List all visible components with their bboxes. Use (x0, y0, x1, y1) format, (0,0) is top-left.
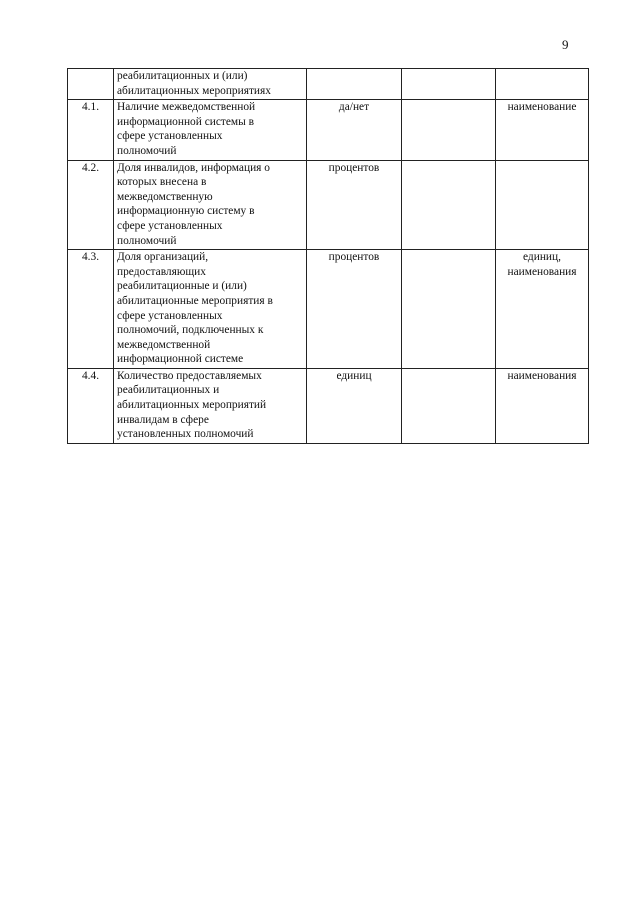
indicators-table (67, 68, 589, 444)
indicator-name-line: предоставляющих (117, 265, 206, 278)
row-number: 4.1. (68, 100, 114, 160)
extra-cell (496, 160, 589, 250)
table-row (68, 368, 589, 443)
indicator-name (114, 69, 307, 100)
indicator-name-line: абилитационные мероприятия в (117, 294, 273, 307)
indicator-name-line: информационной системе (117, 353, 244, 366)
extra-cell (496, 69, 589, 100)
indicator-name-line: установленных полномочий (117, 428, 254, 441)
indicator-name-line: Доля организаций, (117, 251, 209, 264)
indicator-name-line: реабилитационных и (или) (117, 70, 248, 82)
indicator-name (114, 368, 307, 443)
value-cell (402, 160, 496, 250)
indicator-name-line: полномочий (117, 234, 177, 247)
indicator-name-line: сфере установленных (117, 130, 223, 143)
indicator-name-line: сфере установленных (117, 219, 223, 232)
table-row (68, 160, 589, 250)
unit-cell: единиц (307, 368, 402, 443)
unit-cell: да/нет (307, 100, 402, 160)
indicator-name-line: межведомственной (117, 338, 211, 351)
indicator-name-line: полномочий, подключенных к (117, 324, 264, 337)
indicator-name-line: сфере установленных (117, 309, 223, 322)
row-number (68, 69, 114, 100)
indicator-name (114, 100, 307, 160)
extra-cell-line: наименование (507, 101, 577, 114)
value-cell (402, 368, 496, 443)
value-cell (402, 100, 496, 160)
value-cell (402, 69, 496, 100)
table-row (68, 69, 589, 100)
extra-cell-line: наименования (507, 265, 577, 278)
row-number: 4.4. (68, 368, 114, 443)
indicator-name-line: информационной системы в (117, 115, 255, 128)
table-row (68, 250, 589, 369)
extra-cell (496, 250, 589, 369)
table-row (68, 100, 589, 160)
row-number: 4.2. (68, 160, 114, 250)
unit-cell: процентов (307, 250, 402, 369)
extra-cell-line: наименования (507, 369, 577, 382)
indicators-table-body (68, 69, 589, 444)
value-cell (402, 250, 496, 369)
indicator-name-line: абилитационных мероприятий (117, 399, 267, 412)
indicator-name-line: инвалидам в сфере (117, 413, 209, 426)
indicator-name-line: межведомственную (117, 190, 213, 203)
indicator-name (114, 250, 307, 369)
indicator-name-line: полномочий (117, 144, 177, 157)
indicator-name-line: абилитационных мероприятиях (117, 84, 271, 97)
unit-cell (307, 69, 402, 100)
extra-cell-line: единиц, (523, 251, 561, 264)
indicator-name-line: реабилитационных и (117, 384, 220, 397)
extra-cell (496, 368, 589, 443)
unit-cell: процентов (307, 160, 402, 250)
indicator-name (114, 160, 307, 250)
extra-cell (496, 100, 589, 160)
page-number: 9 (562, 37, 569, 52)
row-number: 4.3. (68, 250, 114, 369)
indicator-name-line: информационную систему в (117, 205, 255, 218)
indicator-name-line: Наличие межведомственной (117, 101, 256, 114)
indicator-name-line: Доля инвалидов, информация о (117, 161, 270, 174)
indicator-name-line: Количество предоставляемых (117, 369, 262, 382)
indicator-name-line: реабилитационные и (или) (117, 280, 247, 293)
indicator-name-line: которых внесена в (117, 176, 207, 189)
